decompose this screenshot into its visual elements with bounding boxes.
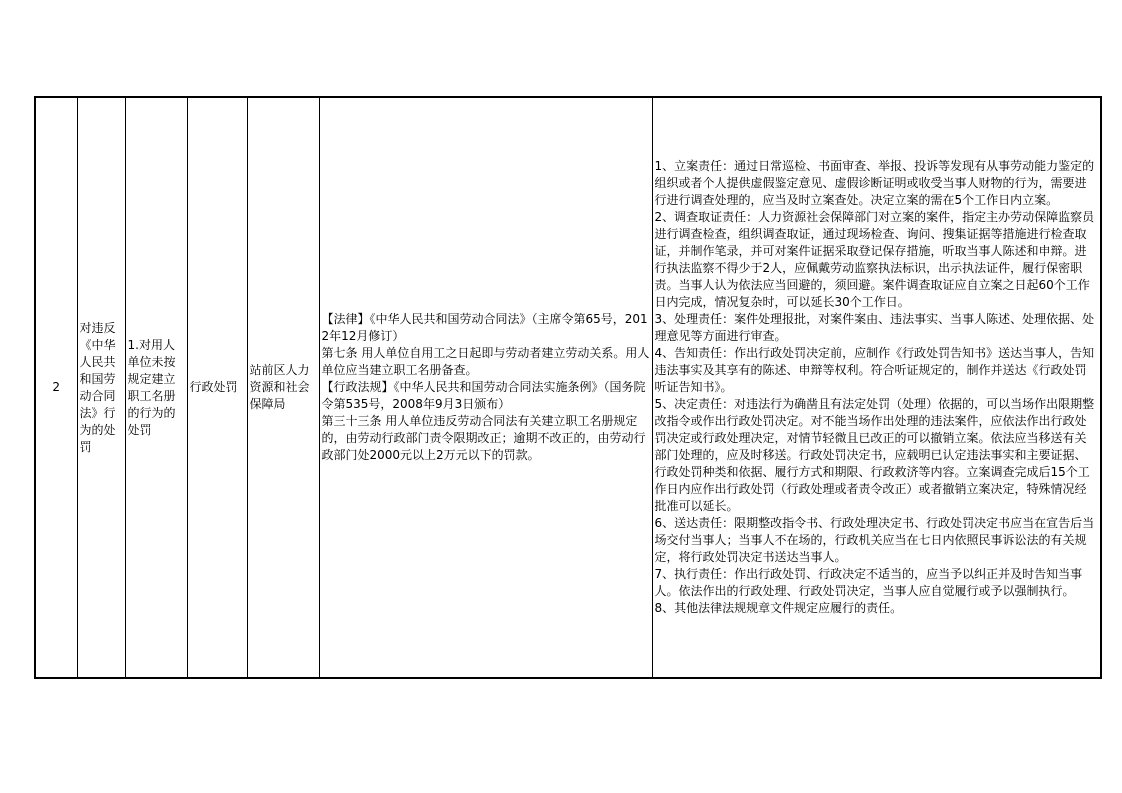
basis-line: 第三十三条 用人单位违反劳动合同法有关建立职工名册规定的，由劳动行政部门责令限期改正；逾期不改正的，由劳动行政部门处2000元以上2万元以下的罚款。 [321,414,646,462]
responsibility-item: 7、执行责任：作出行政处罚、行政决定不适当的，应当予以纠正并及时告知当事人。依法作出的行政处理、行政处罚决定，当事人应自觉履行或予以强制执行。 [654,567,1083,598]
responsibility-item: 2、调查取证责任：人力资源社会保障部门对立案的案件，指定主办劳动保障监察员进行调查检查，组织调查取证，通过现场检查、询问、搜集证据等措施进行检查取证，并制作笔录，并可对案件证据采取登记保存措施，听取当事人陈述和申辩。进行执法监察不得少于2人，应佩戴劳动监察执法标识，出示执法证件，履行保密职责。当事人认为依法应当回避的，须回避。案件调查取证应自立案之日起60个工作日内完成，情况复杂时，可以延长30个工作日。 [654,210,1095,309]
basis-line: 【法律】《中华人民共和国劳动合同法》（主席令第65号，2012年12月修订） [321,312,648,343]
responsibility-item: 4、告知责任：作出行政处罚决定前，应制作《行政处罚告知书》送达当事人，告知违法事实及其享有的陈述、申辩等权利。符合听证规定的，制作并送达《行政处罚听证告知书》。 [654,346,1095,394]
responsibility-item: 3、处理责任：案件处理报批，对案件案由、违法事实、当事人陈述、处理依据、处理意见等方面进行审查。 [654,312,1095,343]
basis-line: 【行政法规】《中华人民共和国劳动合同法实施条例》（国务院令第535号，2008年9月3日颁布） [321,380,646,411]
department-cell: 站前区人力资源和社会保障局 [247,97,319,678]
responsibility-item: 6、送达责任：限期整改指令书、行政处理决定书、行政处罚决定书应当在宣告后当场交付当事人；当事人不在场的，行政机关应当在七日内依照民事诉讼法的有关规定，将行政处罚决定书送达当事人。 [654,516,1095,564]
power-type-cell: 行政处罚 [187,97,247,678]
responsibilities-cell [652,97,1101,678]
item-name-cell: 对违反《中华人民共和国劳动合同法》行为的处罚 [77,97,125,678]
legal-basis-cell [319,97,652,678]
row-seq-number: 2 [35,97,77,678]
table-row [35,97,1101,678]
responsibility-item: 8、其他法律法规规章文件规定应履行的责任。 [654,601,903,615]
basis-line: 第七条 用人单位自用工之日起即与劳动者建立劳动关系。用人单位应当建立职工名册备查。 [321,346,650,377]
responsibility-item: 1、立案责任：通过日常巡检、书面审查、举报、投诉等发现有从事劳动能力鉴定的组织或者个人提供虚假鉴定意见、虚假诊断证明或收受当事人财物的行为，需要进行进行调查处理的，应当及时立案查处。决定立案的需在5个工作日内立案。 [654,159,1095,207]
sub-item-cell: 1.对用人单位未按规定建立职工名册的行为的处罚 [125,97,187,678]
document-table [34,96,1102,679]
responsibility-item: 5、决定责任：对违法行为确凿且有法定处罚（处理）依据的，可以当场作出限期整改指令或作出行政处罚决定。对不能当场作出处理的违法案件，应依法作出行政处罚决定或行政处理决定，对情节轻微且已改正的可以撤销立案。依法应当移送有关部门处理的，应及时移送。行政处罚决定书，应载明已认定违法事实和主要证据、行政处罚种类和依据、履行方式和期限、行政救济等内容。立案调查完成后15个工作日内应作出行政处罚（行政处理或者责令改正）或者撤销立案决定，特殊情况经批准可以延长。 [654,397,1095,513]
